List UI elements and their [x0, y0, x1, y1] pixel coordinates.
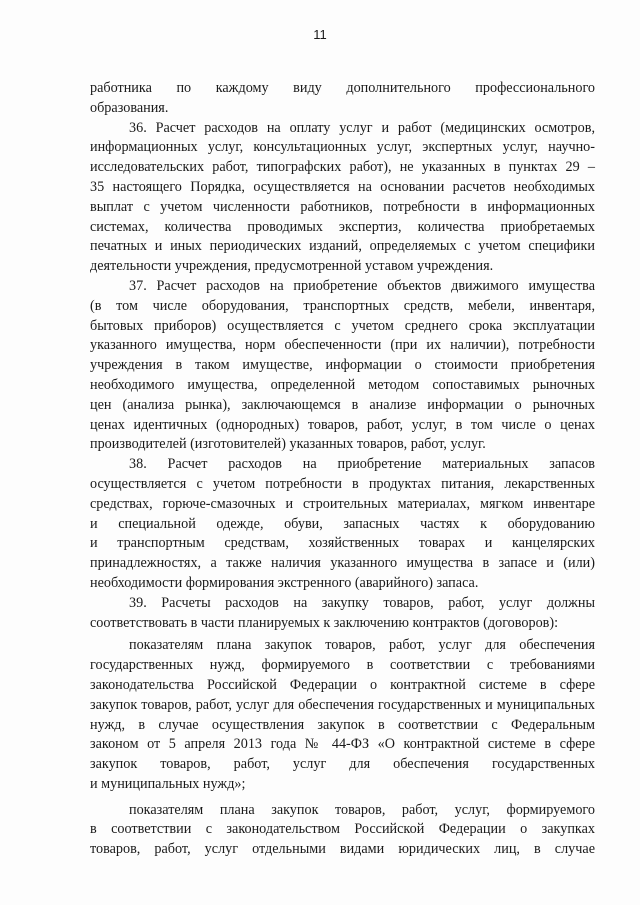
text-line: в соответствии с законодательством Российской Федерации о закупках [90, 821, 595, 838]
text-line: 35 настоящего Порядка, осуществляется на основании расчетов необходимых [90, 178, 595, 195]
text-line: показателям плана закупок товаров, работ, услуг, формируемого [129, 801, 595, 818]
text-line: 38. Расчет расходов на приобретение материальных запасов [129, 456, 595, 473]
text-line: производителей (изготовителей) указанных товаров, работ, услуг. [90, 436, 486, 453]
paragraph-39 [90, 594, 595, 634]
page-number: 11 [313, 27, 327, 42]
text-line: учреждения в таком имуществе, информации о стоимости приобретения [90, 357, 595, 374]
paragraph-38 [90, 455, 595, 594]
text-line: цен (анализа рынка), заключающемся в анализе информации о рыночных [90, 396, 595, 413]
paragraph-37 [90, 277, 595, 455]
text-line: соответствовать в части планируемых к заключению контрактов (договоров): [90, 614, 559, 631]
text-line: осуществляется с учетом потребности в продуктах питания, лекарственных [90, 475, 595, 492]
text-line: необходимого имущества, определенной методом сопоставимых рыночных [90, 376, 595, 393]
text-line: исследовательских работ, типографских работ), не указанных в пунктах 29 – [90, 159, 595, 176]
text-line: показателям плана закупок товаров, работ, услуг для обеспечения [129, 637, 595, 654]
text-line: 36. Расчет расходов на оплату услуг и работ (медицинских осмотров, [129, 119, 595, 136]
text-line: деятельности учреждения, предусмотренной уставом учреждения. [90, 258, 494, 275]
text-line: образования. [90, 99, 169, 116]
text-line: и специальной одежде, обуви, запасных частях к оборудованию [90, 515, 595, 532]
text-line: средствах, горюче-смазочных и строительных материалах, мягком инвентаре [90, 495, 595, 512]
text-line: нужд, в случае осуществления закупок в соответствии с Федеральным [90, 716, 595, 733]
text-line: 37. Расчет расходов на приобретение объектов движимого имущества [129, 277, 595, 294]
text-line: и муниципальных нужд»; [90, 775, 246, 792]
text-line: закупок товаров, работ, услуг для обеспечения государственных [90, 756, 595, 773]
text-line: указанного имущества, норм обеспеченности (при их наличии), потребности [90, 337, 595, 354]
text-line: закупок товаров, работ, услуг для обеспечения государственных и муниципальных [90, 696, 595, 713]
text-line: государственных нужд, формируемого в соответствии с требованиями [90, 657, 595, 674]
text-line: выплат с учетом численности работников, потребности в информационных [90, 198, 595, 215]
text-line: информационных услуг, консультационных услуг, экспертных услуг, научно- [90, 139, 595, 156]
text-line: (в том числе оборудования, транспортных средств, мебели, инвентаря, [90, 297, 595, 314]
paragraph-36 [90, 119, 595, 277]
text-line: системах, количества проводимых экспертиз, количества приобретаемых [90, 218, 595, 235]
text-line: ценах идентичных (однородных) товаров, работ, услуг, в том числе о ценах [90, 416, 595, 433]
text-line: товаров, работ, услуг отдельными видами юридических лиц, в случае [90, 841, 595, 858]
text-line: бытовых приборов) осуществляется с учетом среднего срока эксплуатации [90, 317, 595, 334]
document-body [90, 79, 595, 860]
text-line: 39. Расчеты расходов на закупку товаров, работ, услуг должны [129, 594, 595, 611]
text-line: печатных и иных периодических изданий, определяемых с учетом специфики [90, 238, 595, 255]
text-line: необходимости формирования экстренного (аварийного) запаса. [90, 574, 479, 591]
paragraph-39-item-1 [90, 636, 595, 794]
text-line: и транспортным средствам, хозяйственных товарах и канцелярских [90, 535, 595, 552]
text-line: законом от 5 апреля 2013 года № 44-ФЗ «О контрактной системе в сфере [90, 736, 595, 753]
text-line: принадлежностях, а также наличия указанного имущества в запасе и (или) [90, 555, 595, 572]
paragraph-continuation [90, 79, 595, 119]
text-line: законодательства Российской Федерации о контрактной системе в сфере [90, 676, 595, 693]
text-line: работника по каждому виду дополнительного профессионального [90, 80, 595, 96]
paragraph-39-item-2 [90, 801, 595, 860]
